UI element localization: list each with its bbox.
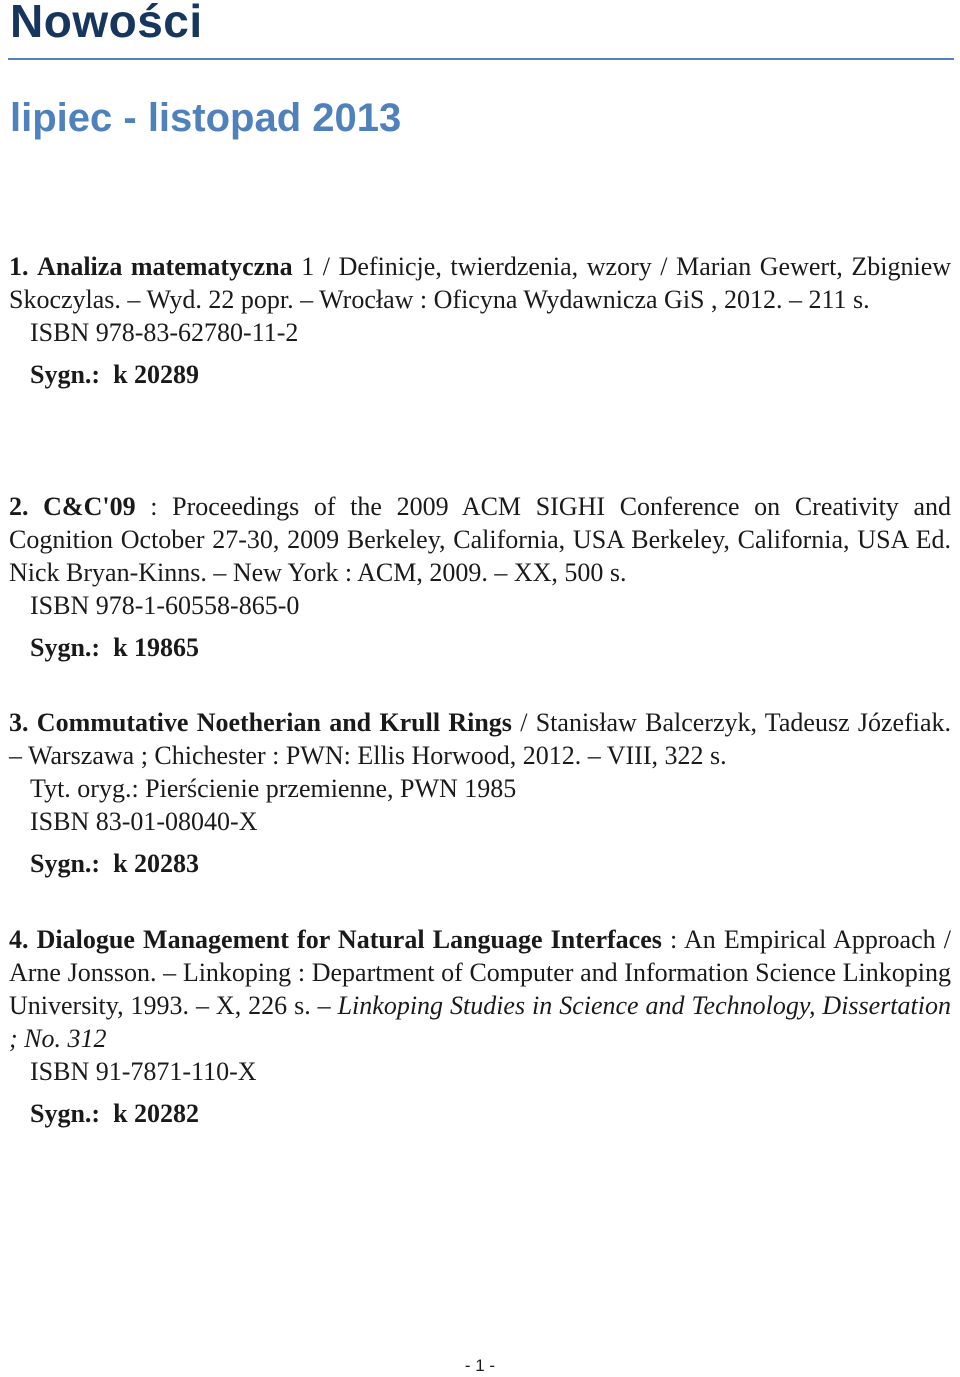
entry-details: : Proceedings of the 2009 ACM SIGHI Conference on Creativity and Cognition October 27-30, 2009 Berkeley, California, USA Berkeley, California, USA Ed. Nick Bryan-Kinns. – New York : ACM, 2009. – XX, 500 s. (9, 492, 951, 587)
entry-details: : An Empirical Approach / Arne Jonsson. – Linkoping : Department of Computer and Information Science Linkoping University, 1993. – X, 226 s. – (9, 925, 951, 1020)
sygn-label: Sygn.: (30, 849, 101, 878)
sygn-value: k 20282 (113, 1099, 200, 1128)
entry-isbn: ISBN 978-1-60558-865-0 (30, 591, 300, 620)
page-number: - 1 - (464, 1356, 496, 1375)
book-entry-3 (9, 706, 951, 880)
entry-number: 2. (9, 492, 29, 521)
entry-series: Linkoping Studies in Science and Technology, Dissertation ; No. 312 (9, 991, 951, 1053)
entry-citation (9, 250, 951, 316)
entry-isbn: ISBN 83-01-08040-X (30, 807, 258, 836)
period-heading: lipiec - listopad 2013 (10, 96, 402, 140)
entry-details: / Stanisław Balcerzyk, Tadeusz Józefiak. – Warszawa ; Chichester : PWN: Ellis Horwood, 2012. – VIII, 322 s. (9, 708, 952, 770)
sygn-label: Sygn.: (30, 1099, 101, 1128)
entry-call-number (9, 631, 951, 664)
entry-details: 1 / Definicje, twierdzenia, wzory / Marian Gewert, Zbigniew Skoczylas. – Wyd. 22 popr. – Wrocław : Oficyna Wydawnicza GiS , 2012. – 211 s. (9, 252, 952, 314)
entry-number: 3. (9, 708, 29, 737)
entry-isbn: ISBN 978-83-62780-11-2 (30, 318, 299, 347)
entry-title: Analiza matematyczna (37, 252, 293, 281)
entry-citation (9, 706, 951, 772)
page-title: Nowości (10, 0, 203, 47)
book-entry-2 (9, 490, 951, 664)
title-underline (8, 58, 954, 60)
entry-original-title: Tyt. oryg.: Pierścienie przemienne, PWN 1985 (30, 774, 517, 803)
sygn-value: k 20283 (113, 849, 200, 878)
book-entry-1 (9, 250, 951, 391)
entry-title: Dialogue Management for Natural Language Interfaces (36, 925, 662, 954)
entry-title: Commutative Noetherian and Krull Rings (36, 708, 512, 737)
sygn-value: k 20289 (113, 360, 200, 389)
entry-call-number (9, 358, 951, 391)
sygn-label: Sygn.: (30, 360, 101, 389)
entry-number: 1. (9, 252, 29, 281)
book-entry-4 (9, 923, 951, 1130)
entry-number: 4. (9, 925, 29, 954)
entry-call-number (9, 847, 951, 880)
entry-title: C&C'09 (43, 492, 136, 521)
entry-call-number (9, 1097, 951, 1130)
entry-citation (9, 923, 951, 1055)
sygn-label: Sygn.: (30, 633, 101, 662)
sygn-value: k 19865 (113, 633, 200, 662)
entry-citation (9, 490, 951, 589)
entry-isbn: ISBN 91-7871-110-X (30, 1057, 257, 1086)
